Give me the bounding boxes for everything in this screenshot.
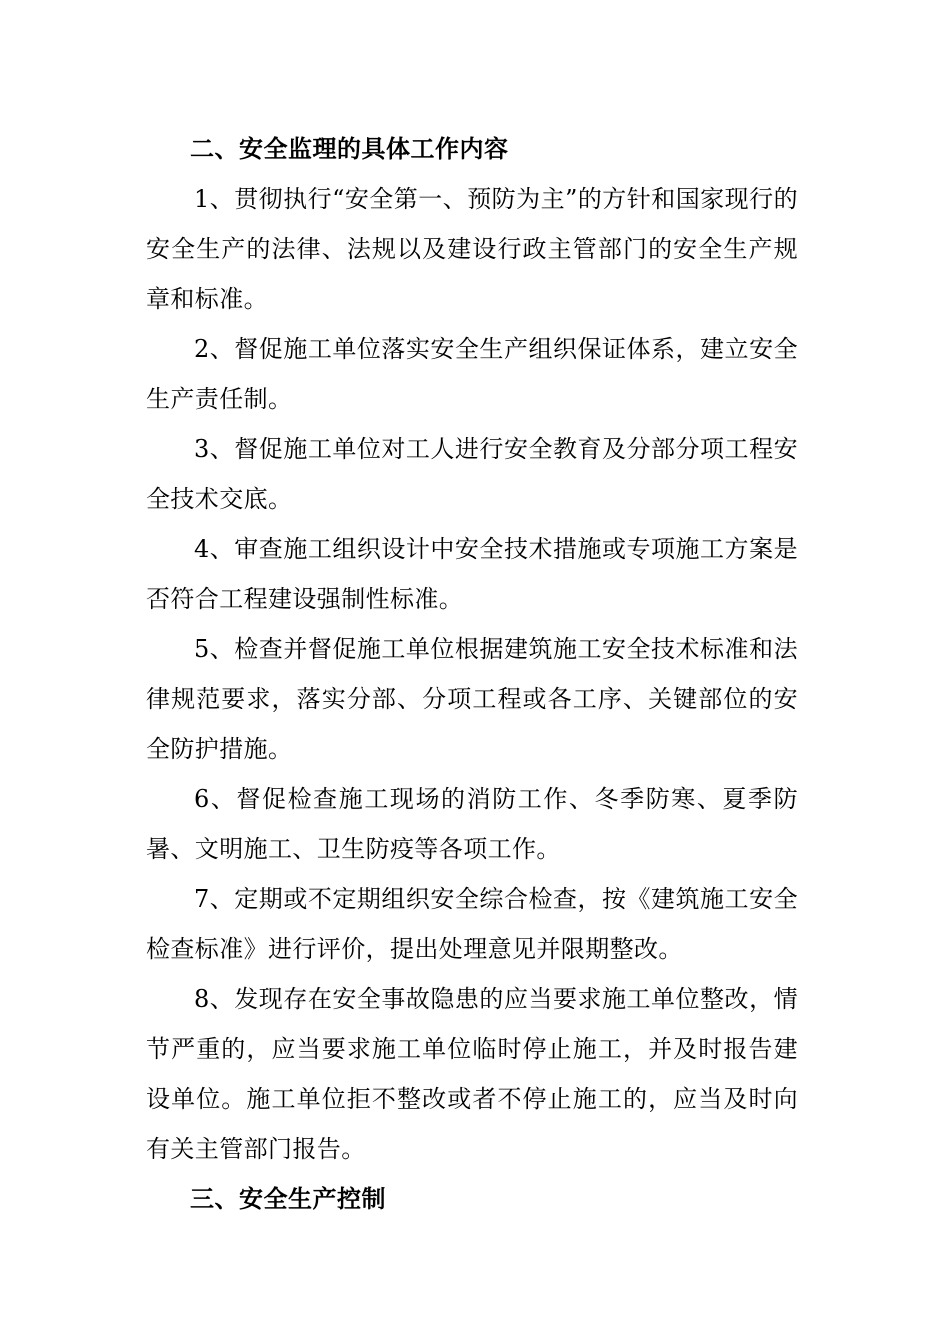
paragraph-item-7: 7、定期或不定期组织安全综合检查，按《建筑施工安全检查标准》进行评价，提出处理意见并限期整改。	[146, 885, 798, 963]
paragraph-item-2: 2、督促施工单位落实安全生产组织保证体系，建立安全生产责任制。	[146, 335, 798, 413]
paragraph-item-5: 5、检查并督促施工单位根据建筑施工安全技术标准和法律规范要求，落实分部、分项工程或各工序、关键部位的安全防护措施。	[146, 635, 798, 763]
paragraph-item-1: 1、贯彻执行“安全第一、预防为主”的方针和国家现行的安全生产的法律、法规以及建设行政主管部门的安全生产规章和标准。	[146, 185, 798, 313]
paragraph-item-4: 4、审查施工组织设计中安全技术措施或专项施工方案是否符合工程建设强制性标准。	[146, 535, 798, 613]
document-page	[146, 124, 798, 1224]
paragraph-item-6: 6、督促检查施工现场的消防工作、冬季防寒、夏季防暑、文明施工、卫生防疫等各项工作。	[146, 785, 798, 863]
paragraph-item-3: 3、督促施工单位对工人进行安全教育及分部分项工程安全技术交底。	[146, 435, 798, 513]
paragraph-item-8: 8、发现存在安全事故隐患的应当要求施工单位整改，情节严重的，应当要求施工单位临时停止施工，并及时报告建设单位。施工单位拒不整改或者不停止施工的，应当及时向有关主管部门报告。	[146, 985, 798, 1163]
section-heading-safety-production-control: 三、安全生产控制	[190, 1184, 386, 1213]
section-heading-safety-supervision-work: 二、安全监理的具体工作内容	[190, 134, 509, 163]
